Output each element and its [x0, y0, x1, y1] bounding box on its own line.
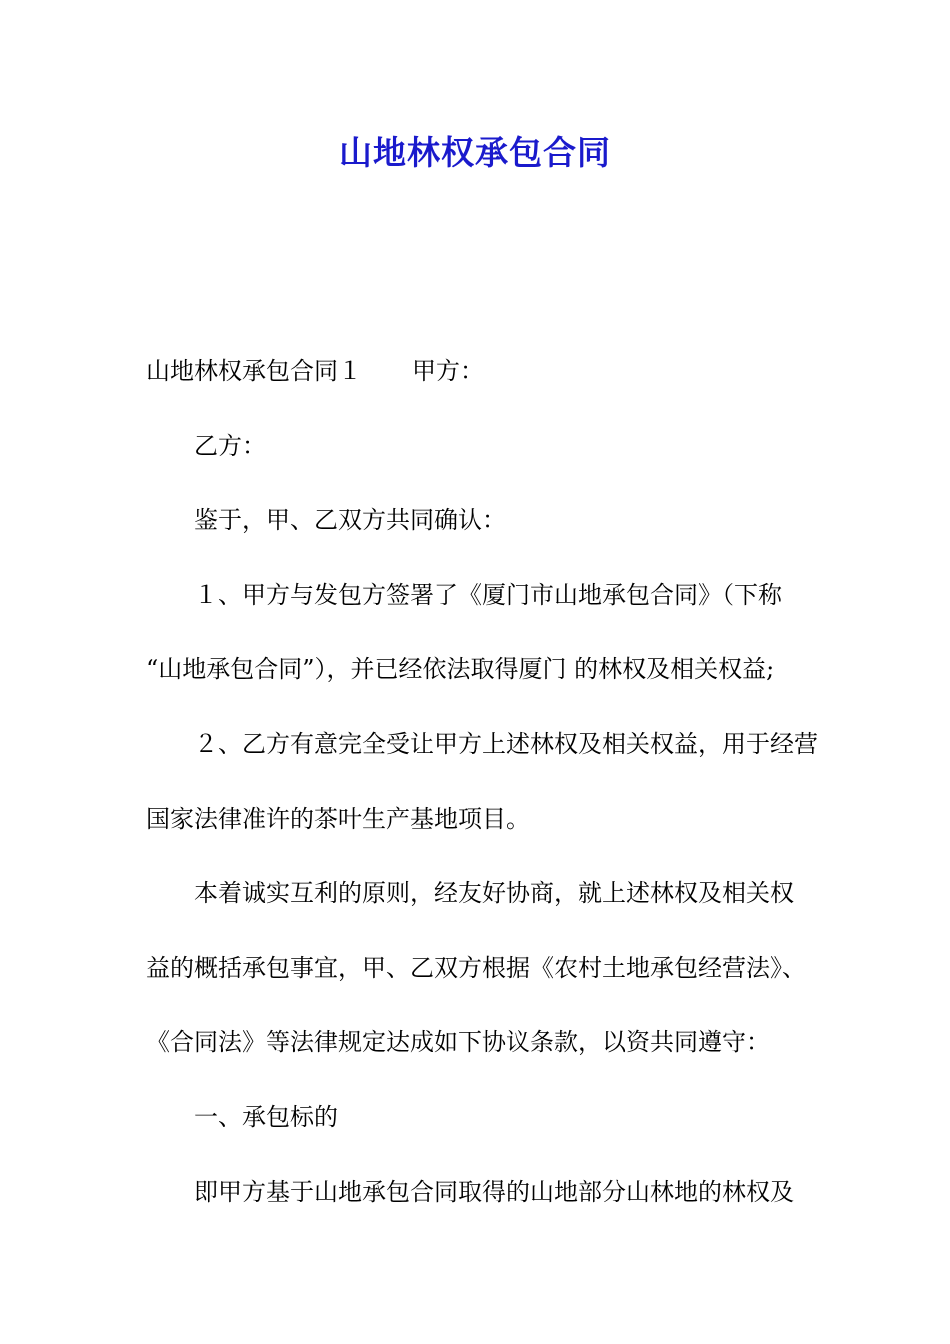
paragraph-line: 本着诚实互利的原则，经友好协商，就上述林权及相关权	[194, 879, 794, 908]
paragraph-line: １、甲方与发包方签署了《厦门市山地承包合同》（下称	[194, 580, 782, 609]
section-heading: 一、承包标的	[194, 1102, 338, 1131]
line-text: 山地林权承包合同１	[146, 357, 362, 385]
document-body	[146, 334, 836, 1229]
paragraph-line: “山地承包合同”），并已经依法取得厦门 的林权及相关权益;	[146, 655, 775, 684]
party-a-label: 甲方：	[412, 357, 484, 385]
paragraph-line: ２、乙方有意完全受让甲方上述林权及相关权益，用于经营	[194, 729, 818, 758]
paragraph-line: 国家法律准许的茶叶生产基地项目。	[146, 804, 530, 833]
paragraph-line	[146, 334, 836, 409]
paragraph-line: 鉴于，甲、乙双方共同确认：	[194, 506, 506, 535]
paragraph-line: 《合同法》等法律规定达成如下协议条款，以资共同遵守：	[146, 1028, 770, 1057]
paragraph-line: 益的概括承包事宜，甲、乙双方根据《农村土地承包经营法》、	[146, 953, 806, 982]
paragraph-line: 乙方：	[194, 431, 266, 460]
document-title: 山地林权承包合同	[339, 133, 611, 172]
paragraph-line: 即甲方基于山地承包合同取得的山地部分山林地的林权及	[194, 1177, 794, 1206]
